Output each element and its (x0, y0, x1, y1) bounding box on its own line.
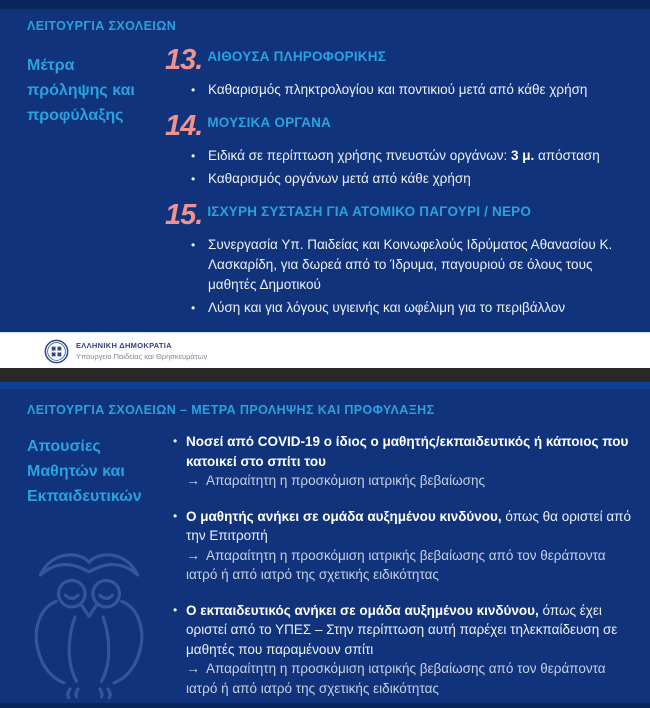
owl-watermark-icon (18, 528, 160, 700)
numbered-item (165, 111, 643, 189)
slide-1 (0, 0, 650, 332)
text-segment: Καθαρισμός οργάνων μετά από κάθε χρήση (208, 171, 471, 186)
arrow-icon: → (186, 472, 200, 488)
slide2-top-strip (0, 382, 650, 389)
bullet-list (191, 235, 643, 318)
text-segment: όπως θα οριστεί από την Επιτροπή (186, 508, 631, 543)
bullet-item (191, 146, 643, 166)
bullet-icon: • (173, 602, 178, 617)
bullet-text (208, 169, 640, 189)
bullet-text (208, 80, 640, 100)
bullet-item (163, 432, 638, 491)
bullet-icon: • (191, 149, 196, 163)
item-title: ΑΙΘΟΥΣΑ ΠΛΗΡΟΦΟΡΙΚΗΣ (207, 49, 387, 64)
arrow-text: Απαραίτητη η προσκόμιση ιατρικής βεβαίωσης από τον θεράποντα ιατρό ή από ιατρό της σχετικής ειδικότητας (186, 547, 606, 582)
slide-2 (0, 382, 650, 708)
slide2-content (163, 432, 638, 708)
text-segment: Λύση και για λόγους υγιεινής και ωφέλιμη για το περιβάλλον (208, 300, 566, 315)
bullet-icon: • (191, 83, 196, 97)
text-segment: Ειδικά σε περίπτωση χρήσης πνευστών οργάνων: (208, 148, 511, 163)
bullet-text (208, 235, 640, 295)
bullet-icon: • (173, 434, 178, 448)
bullet-icon: • (173, 508, 178, 523)
text-segment: Καθαρισμός πληκτρολογίου και ποντικιού μετά από κάθε χρήση (208, 82, 588, 97)
bullet-list (191, 146, 643, 189)
bullet-text (186, 507, 636, 585)
bullet-item (191, 235, 643, 295)
numbered-item (165, 200, 643, 318)
text-segment: Νοσεί από COVID-19 ο ίδιος ο μαθητής/εκπαιδευτικός ή κάποιος που κατοικεί στο σπίτι του (186, 434, 629, 469)
arrow-note (186, 546, 636, 585)
bullet-icon: • (191, 172, 196, 186)
text-segment: απόσταση (534, 148, 600, 163)
bullet-item (191, 169, 643, 189)
bullet-icon: • (191, 238, 196, 252)
arrow-note (186, 471, 636, 491)
item-header (165, 111, 643, 141)
text-segment: Συνεργασία Υπ. Παιδείας και Κοινωφελούς Ιδρύματος Αθανασίου Κ. Λασκαρίδη, για δωρεά από το Ίδρυμα, παγουριού σε όλους τους μαθητές Δημοτικού (208, 237, 613, 292)
arrow-icon: → (186, 660, 200, 676)
item-header (165, 45, 643, 75)
bullet-text (186, 432, 636, 491)
bullet-list (191, 80, 643, 100)
bullet-text (208, 298, 640, 318)
item-number: 15. (165, 199, 203, 231)
text-segment: Ο εκπαιδευτικός ανήκει σε ομάδα αυξημένου κινδύνου, (186, 602, 539, 618)
bullet-item (191, 298, 643, 318)
bullet-item (191, 80, 643, 100)
bullet-item (163, 601, 638, 699)
item-title: ΜΟΥΣΙΚΑ ΟΡΓΑΝΑ (207, 115, 332, 130)
text-segment: Ο μαθητής ανήκει σε ομάδα αυξημένου κινδύνου, (186, 508, 502, 524)
item-title: ΙΣΧΥΡΗ ΣΥΣΤΑΣΗ ΓΙΑ ΑΤΟΜΙΚΟ ΠΑΓΟΥΡΙ / ΝΕΡΟ (207, 204, 532, 219)
item-number: 13. (165, 44, 203, 76)
item-number: 14. (165, 110, 203, 142)
hellenic-republic-emblem-icon (44, 339, 69, 364)
arrow-note (186, 659, 636, 698)
slide1-sidebar-label: Μέτρα πρόληψης και προφύλαξης (27, 57, 135, 124)
slide1-top-strip (0, 0, 650, 9)
text-segment: όπως έχει οριστεί από το ΥΠΕΣ – Στην περίπτωση αυτή παρέχει τηλεκπαίδευση σε μαθητές που παραμένουν σπίτι (186, 602, 618, 657)
slide2-bottom-strip (0, 703, 650, 708)
slide-separator (0, 368, 650, 382)
text-segment: 3 μ. (511, 148, 535, 163)
slide1-title: ΛΕΙΤΟΥΡΓΙΑ ΣΧΟΛΕΙΩΝ (27, 19, 177, 33)
slide2-sidebar-label: Απουσίες Μαθητών και Εκπαιδευτικών (27, 438, 142, 505)
item-header (165, 200, 643, 230)
bullet-icon: • (191, 301, 196, 315)
ministry-footer-band (0, 332, 650, 369)
bullet-text (186, 601, 636, 699)
numbered-item (165, 45, 643, 100)
arrow-icon: → (186, 546, 200, 563)
arrow-text: Απαραίτητη η προσκόμιση ιατρικής βεβαίωσης από τον θεράποντα ιατρό ή από ιατρό της σχετικής ειδικότητας (186, 661, 606, 696)
slide2-title: ΛΕΙΤΟΥΡΓΙΑ ΣΧΟΛΕΙΩΝ – ΜΕΤΡΑ ΠΡΟΛΗΨΗΣ ΚΑΙ ΠΡΟΦΥΛΑΞΗΣ (27, 403, 435, 417)
ministry-subtitle: Υπουργείο Παιδείας και Θρησκευμάτων (76, 351, 208, 361)
ministry-name: ΕΛΛΗΝΙΚΗ ΔΗΜΟΚΡΑΤΙΑ (76, 341, 172, 351)
arrow-text: Απαραίτητη η προσκόμιση ιατρικής βεβαίωσης (206, 473, 485, 488)
bullet-text (208, 146, 640, 166)
ministry-text (76, 341, 207, 361)
slide1-content (165, 45, 643, 329)
bullet-item (163, 507, 638, 585)
